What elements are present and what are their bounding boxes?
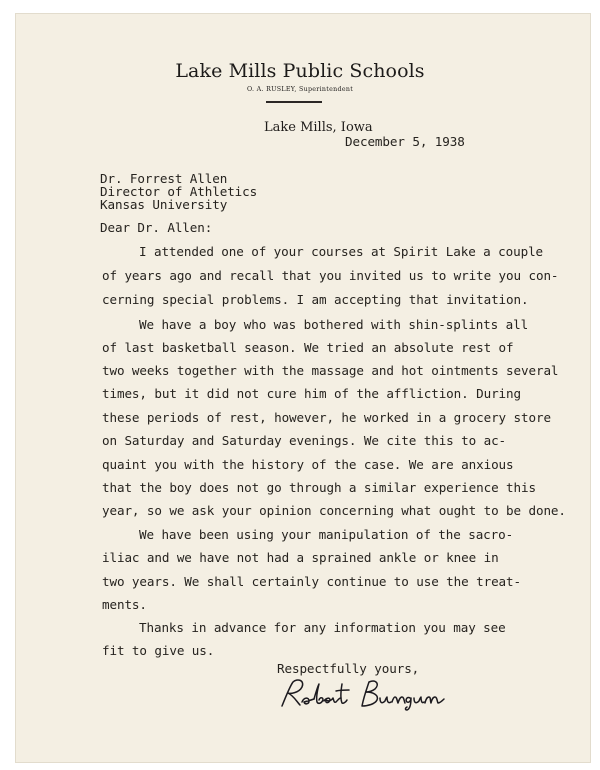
body-line: quaint you with the history of the case. We are anxious — [102, 457, 514, 472]
recipient-title: Director of Athletics — [100, 184, 258, 199]
closing: Respectfully yours, — [277, 661, 420, 676]
body-line: of years ago and recall that you invited us to write you con- — [102, 268, 559, 283]
body-line: on Saturday and Saturday evenings. We cite this to ac- — [102, 433, 507, 448]
body-line: cerning special problems. I am accepting that invitation. — [102, 292, 529, 307]
signature — [276, 676, 454, 712]
body-line: these periods of rest, however, he worked in a grocery store — [102, 410, 551, 425]
body-line: times, but it did not cure him of the affliction. During — [102, 386, 521, 401]
body-line: ments. — [102, 597, 147, 612]
letter-date: December 5, 1938 — [345, 134, 465, 149]
body-line: two weeks together with the massage and hot ointments several — [102, 363, 559, 378]
body-line: We have been using your manipulation of the sacro- — [139, 527, 514, 542]
letterhead-place: Lake Mills, Iowa — [264, 120, 373, 135]
body-line: fit to give us. — [102, 643, 215, 658]
body-line: two years. We shall certainly continue to use the treat- — [102, 574, 521, 589]
body-line: iliac and we have not had a sprained ankle or knee in — [102, 550, 499, 565]
body-line: of last basketball season. We tried an absolute rest of — [102, 340, 514, 355]
body-line: Thanks in advance for any information you may see — [139, 620, 506, 635]
body-line: We have a boy who was bothered with shin-splints all — [139, 317, 529, 332]
letterhead-subtitle: O. A. RUSLEY, Superintendent — [246, 86, 354, 93]
recipient-institution: Kansas University — [100, 197, 228, 212]
salutation: Dear Dr. Allen: — [100, 220, 213, 235]
body-line: that the boy does not go through a similar experience this — [102, 480, 536, 495]
letterhead-title: Lake Mills Public Schools — [175, 60, 425, 82]
body-line: year, so we ask your opinion concerning what ought to be done. — [102, 503, 566, 518]
body-line: I attended one of your courses at Spirit Lake a couple — [139, 244, 544, 259]
letterhead-divider — [266, 101, 322, 103]
recipient-name: Dr. Forrest Allen — [100, 171, 228, 186]
